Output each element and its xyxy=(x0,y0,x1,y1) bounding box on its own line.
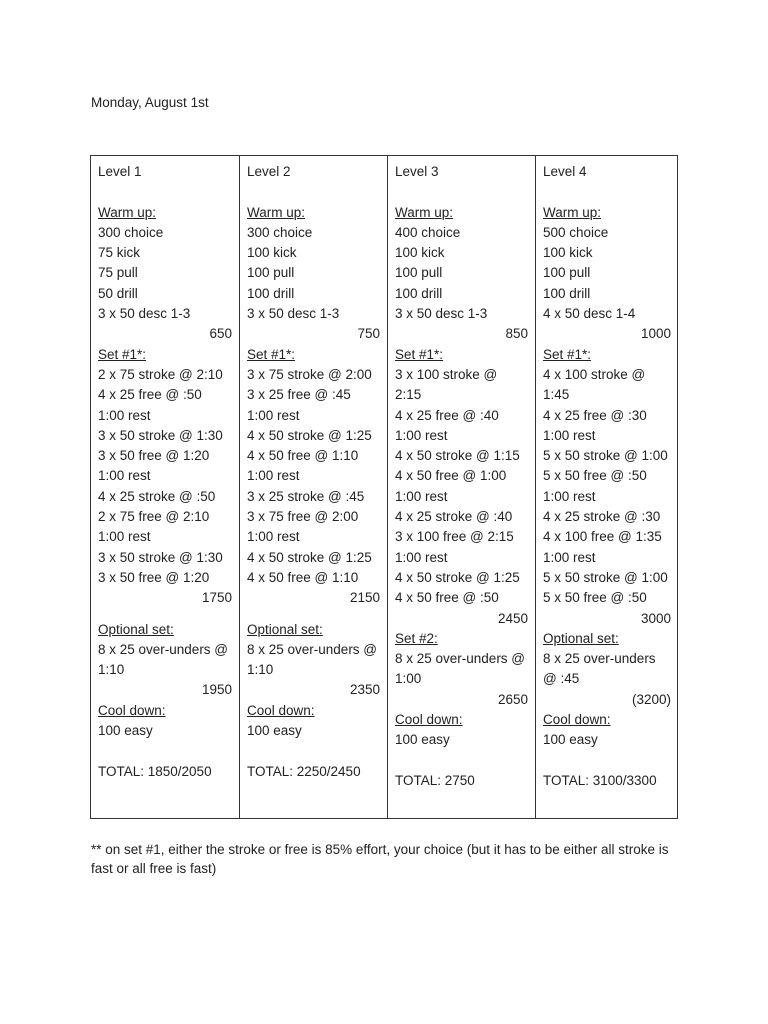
warmup-item: 100 pull xyxy=(543,265,591,281)
set1-item: 4 x 100 free @ 1:35 xyxy=(543,529,662,545)
warmup-subtotal: 650 xyxy=(209,326,232,342)
footnote: ** on set #1, either the stroke or free is 85% effort, your choice (but it has to be either all stroke is fast or all free is fast) xyxy=(91,842,669,876)
set2-item: 8 x 25 over-unders @ xyxy=(98,641,229,657)
warmup-heading: Warm up: xyxy=(395,204,454,220)
set1-item: 3 x 75 free @ 2:00 xyxy=(247,509,359,525)
cooldown-item: 100 easy xyxy=(98,723,153,739)
set1-item: 1:00 rest xyxy=(395,549,448,565)
set1-item: 4 x 50 stroke @ 1:25 xyxy=(247,549,372,565)
set1-heading: Set #1*: xyxy=(543,346,592,362)
set2-heading: Optional set: xyxy=(98,621,174,637)
spacer xyxy=(543,182,671,202)
spacer xyxy=(247,609,380,620)
set2-item: 8 x 25 over-unders @ xyxy=(395,651,526,667)
cooldown-heading: Cool down: xyxy=(247,702,315,718)
set1-item: 4 x 50 stroke @ 1:25 xyxy=(395,569,520,585)
set2-item: 8 x 25 over-unders xyxy=(543,651,656,667)
cooldown-heading: Cool down: xyxy=(98,702,166,718)
set2-subtotal: (3200) xyxy=(631,691,671,707)
set2-subtotal: 2350 xyxy=(349,682,380,698)
set1-item: 4 x 25 free @ :50 xyxy=(98,387,202,403)
warmup-item: 3 x 50 desc 1-3 xyxy=(395,306,488,322)
cooldown-item: 100 easy xyxy=(543,732,598,748)
warmup-item: 75 kick xyxy=(98,245,141,261)
set1-item: 4 x 25 stroke @ :30 xyxy=(543,509,661,525)
warmup-item: 100 drill xyxy=(247,285,295,301)
warmup-subtotal: 1000 xyxy=(640,326,671,342)
set1-item: 1:00 rest xyxy=(98,468,151,484)
set1-item: 3 x 50 stroke @ 1:30 xyxy=(98,549,223,565)
set1-item: 2 x 75 free @ 2:10 xyxy=(98,509,210,525)
column-level-2 xyxy=(239,156,387,818)
set1-item: 3 x 25 free @ :45 xyxy=(247,387,351,403)
set1-item: 4 x 50 free @ 1:10 xyxy=(247,448,359,464)
set1-item: 2 x 75 stroke @ 2:10 xyxy=(98,366,223,382)
spacer xyxy=(395,751,528,771)
warmup-item: 100 kick xyxy=(247,245,297,261)
column-level-1 xyxy=(91,156,239,818)
warmup-item: 300 choice xyxy=(98,224,164,240)
set1-item: 5 x 50 free @ :50 xyxy=(543,590,647,606)
set2-heading: Optional set: xyxy=(543,630,619,646)
warmup-item: 3 x 50 desc 1-3 xyxy=(247,306,340,322)
column-level-3 xyxy=(387,156,535,818)
grand-total: TOTAL: 1850/2050 xyxy=(98,763,212,779)
grand-total: TOTAL: 2250/2450 xyxy=(247,763,361,779)
spacer xyxy=(98,609,232,620)
grand-total: TOTAL: 3100/3300 xyxy=(543,772,657,788)
level-heading: Level 3 xyxy=(395,164,439,179)
set1-item: 3 x 50 free @ 1:20 xyxy=(98,448,210,464)
set1-subtotal: 3000 xyxy=(640,610,671,626)
level-heading: Level 1 xyxy=(98,164,142,179)
set1-item: 3 x 50 free @ 1:20 xyxy=(98,569,210,585)
warmup-item: 100 kick xyxy=(395,245,445,261)
set1-item: 4 x 25 stroke @ :40 xyxy=(395,509,513,525)
set2-heading: Optional set: xyxy=(247,621,323,637)
warmup-item: 100 kick xyxy=(543,245,593,261)
set1-item: 3 x 100 stroke @ xyxy=(395,366,498,382)
set2-subtotal: 2650 xyxy=(497,691,528,707)
set1-item: 2:15 xyxy=(395,387,422,403)
set2-item: 8 x 25 over-unders @ xyxy=(247,641,378,657)
warmup-item: 100 drill xyxy=(395,285,443,301)
spacer xyxy=(543,751,671,771)
set1-item: 1:45 xyxy=(543,387,570,403)
set1-item: 4 x 50 stroke @ 1:25 xyxy=(247,427,372,443)
set1-item: 4 x 50 free @ 1:10 xyxy=(247,569,359,585)
warmup-item: 3 x 50 desc 1-3 xyxy=(98,306,191,322)
set1-item: 4 x 100 stroke @ xyxy=(543,366,646,382)
cooldown-heading: Cool down: xyxy=(395,712,463,728)
set1-item: 5 x 50 free @ :50 xyxy=(543,468,647,484)
cooldown-item: 100 easy xyxy=(247,723,302,739)
set1-item: 5 x 50 stroke @ 1:00 xyxy=(543,569,668,585)
set1-item: 4 x 25 free @ :40 xyxy=(395,407,499,423)
set2-item: @ :45 xyxy=(543,671,580,687)
set1-item: 1:00 rest xyxy=(395,427,448,443)
warmup-item: 100 pull xyxy=(395,265,443,281)
set1-item: 1:00 rest xyxy=(395,488,448,504)
warmup-item: 400 choice xyxy=(395,224,461,240)
warmup-item: 500 choice xyxy=(543,224,609,240)
set1-item: 4 x 50 free @ :50 xyxy=(395,590,499,606)
set1-item: 1:00 rest xyxy=(543,549,596,565)
set2-subtotal: 1950 xyxy=(201,682,232,698)
set1-item: 1:00 rest xyxy=(247,468,300,484)
set1-item: 4 x 25 free @ :30 xyxy=(543,407,647,423)
set1-item: 3 x 25 stroke @ :45 xyxy=(247,488,365,504)
set1-item: 1:00 rest xyxy=(247,407,300,423)
set1-item: 4 x 25 stroke @ :50 xyxy=(98,488,216,504)
warmup-item: 50 drill xyxy=(98,285,138,301)
warmup-heading: Warm up: xyxy=(543,204,602,220)
set1-item: 3 x 50 stroke @ 1:30 xyxy=(98,427,223,443)
workout-date: Monday, August 1st xyxy=(91,95,209,110)
level-heading: Level 2 xyxy=(247,164,291,179)
warmup-subtotal: 750 xyxy=(357,326,380,342)
set1-item: 1:00 rest xyxy=(543,427,596,443)
spacer xyxy=(98,182,232,202)
level-heading: Level 4 xyxy=(543,164,587,179)
set1-item: 4 x 50 free @ 1:00 xyxy=(395,468,507,484)
set1-item: 5 x 50 stroke @ 1:00 xyxy=(543,448,668,464)
workout-table xyxy=(90,155,678,819)
set2-item: 1:00 xyxy=(395,671,422,687)
cooldown-item: 100 easy xyxy=(395,732,450,748)
set1-heading: Set #1*: xyxy=(98,346,147,362)
set1-item: 1:00 rest xyxy=(98,529,151,545)
cooldown-heading: Cool down: xyxy=(543,712,611,728)
set1-item: 1:00 rest xyxy=(98,407,151,423)
column-level-4 xyxy=(535,156,678,818)
warmup-item: 4 x 50 desc 1-4 xyxy=(543,306,636,322)
warmup-heading: Warm up: xyxy=(247,204,306,220)
grand-total: TOTAL: 2750 xyxy=(395,772,475,788)
set2-heading: Set #2: xyxy=(395,630,438,646)
warmup-heading: Warm up: xyxy=(98,204,157,220)
spacer xyxy=(247,182,380,202)
set1-item: 3 x 100 free @ 2:15 xyxy=(395,529,514,545)
set2-item: 1:10 xyxy=(98,662,125,678)
warmup-subtotal: 850 xyxy=(505,326,528,342)
spacer xyxy=(247,741,380,761)
set1-item: 1:00 rest xyxy=(247,529,300,545)
set1-subtotal: 1750 xyxy=(201,590,232,606)
set1-heading: Set #1*: xyxy=(247,346,296,362)
set1-heading: Set #1*: xyxy=(395,346,444,362)
warmup-item: 100 drill xyxy=(543,285,591,301)
set1-item: 1:00 rest xyxy=(543,488,596,504)
set1-item: 3 x 75 stroke @ 2:00 xyxy=(247,366,372,382)
spacer xyxy=(395,182,528,202)
set1-subtotal: 2450 xyxy=(497,610,528,626)
warmup-item: 300 choice xyxy=(247,224,313,240)
warmup-item: 100 pull xyxy=(247,265,295,281)
set1-subtotal: 2150 xyxy=(349,590,380,606)
set2-item: 1:10 xyxy=(247,662,274,678)
set1-item: 4 x 50 stroke @ 1:15 xyxy=(395,448,520,464)
warmup-item: 75 pull xyxy=(98,265,138,281)
spacer xyxy=(98,741,232,761)
